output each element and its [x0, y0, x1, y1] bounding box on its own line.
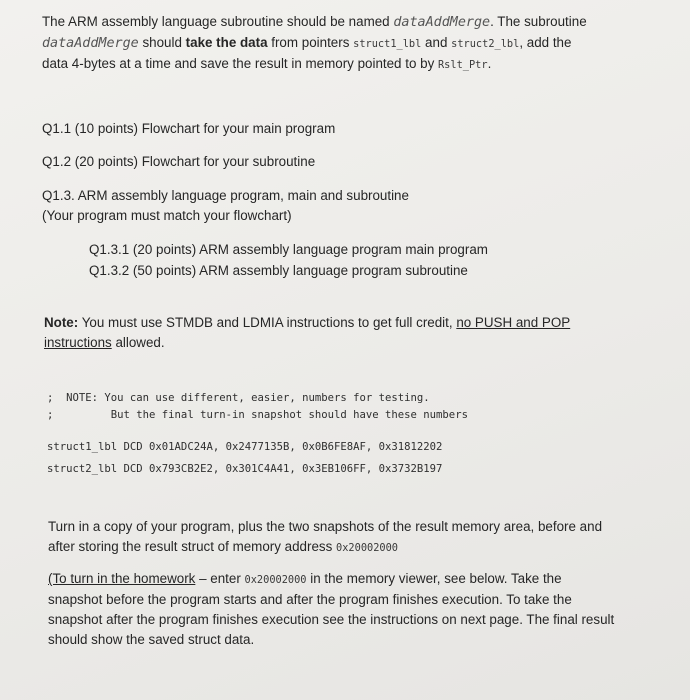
question-1-1: Q1.1 (10 points) Flowchart for your main program [42, 121, 336, 136]
note-text: You must use STMDB and LDMIA instructions to get full credit, [78, 315, 457, 330]
struct2-data-line: struct2_lbl DCD 0x793CB2E2, 0x301C4A41, 0x3EB106FF, 0x3732B197 [47, 463, 443, 475]
turnin-line-6: should show the saved struct data. [48, 632, 255, 647]
turnin-text: after storing the result struct of memory address [48, 539, 337, 554]
question-1-3-note: (Your program must match your flowchart) [42, 208, 292, 223]
struct1-label: struct1_lbl [353, 38, 422, 50]
subroutine-name: dataAddMerge [42, 36, 139, 51]
subroutine-name: dataAddMerge [393, 15, 491, 30]
intro-text: should [138, 35, 186, 50]
intro-text: from pointers [267, 35, 354, 50]
intro-text: and [421, 35, 452, 50]
intro-text: , add the [519, 35, 572, 50]
struct1-data-line: struct1_lbl DCD 0x01ADC24A, 0x2477135B, 0x0B6FE8AF, 0x31812202 [47, 441, 443, 453]
intro-text: . The subroutine [490, 14, 587, 29]
turnin-line-4: snapshot before the program starts and after the program finishes execution. To take the [48, 592, 572, 607]
intro-bold-text: take the data [185, 35, 268, 50]
question-1-3: Q1.3. ARM assembly language program, main and subroutine [42, 188, 409, 203]
note-label: Note: [44, 315, 79, 330]
memory-address: 0x20002000 [244, 574, 307, 586]
note-underlined: no PUSH and POP [456, 315, 571, 330]
note-line-1 [44, 313, 570, 332]
question-1-3-1: Q1.3.1 (20 points) ARM assembly language program main program [89, 242, 488, 257]
turnin-line-1: Turn in a copy of your program, plus the two snapshots of the result memory area, before and [48, 519, 603, 534]
intro-line-1 [42, 12, 587, 32]
intro-text: The ARM assembly language subroutine should be named [42, 14, 394, 29]
note-line-2 [44, 333, 165, 352]
turnin-line-3 [48, 569, 562, 590]
turnin-text: in the memory viewer, see below. Take the [306, 571, 562, 586]
turnin-text: – enter [195, 571, 245, 586]
turnin-line-5: snapshot after the program finishes execution see the instructions on next page. The final result [48, 612, 615, 627]
intro-line-2 [42, 33, 571, 54]
code-comment-1: ; NOTE: You can use different, easier, numbers for testing. [47, 392, 430, 404]
intro-text: data 4-bytes at a time and save the result in memory pointed to by [42, 56, 438, 71]
turnin-underlined: (To turn in the homework [48, 571, 196, 586]
struct2-label: struct2_lbl [451, 38, 520, 50]
question-1-3-2: Q1.3.2 (50 points) ARM assembly language program subroutine [89, 263, 468, 278]
intro-line-3 [42, 54, 491, 75]
question-1-2: Q1.2 (20 points) Flowchart for your subroutine [42, 154, 316, 169]
note-underlined: instructions [44, 335, 112, 350]
turnin-line-2 [48, 537, 398, 558]
intro-text: . [487, 56, 492, 71]
code-comment-2: ; But the final turn-in snapshot should have these numbers [47, 409, 468, 421]
memory-address: 0x20002000 [336, 542, 399, 554]
note-text: allowed. [111, 335, 165, 350]
result-pointer: Rslt_Ptr [437, 59, 488, 71]
